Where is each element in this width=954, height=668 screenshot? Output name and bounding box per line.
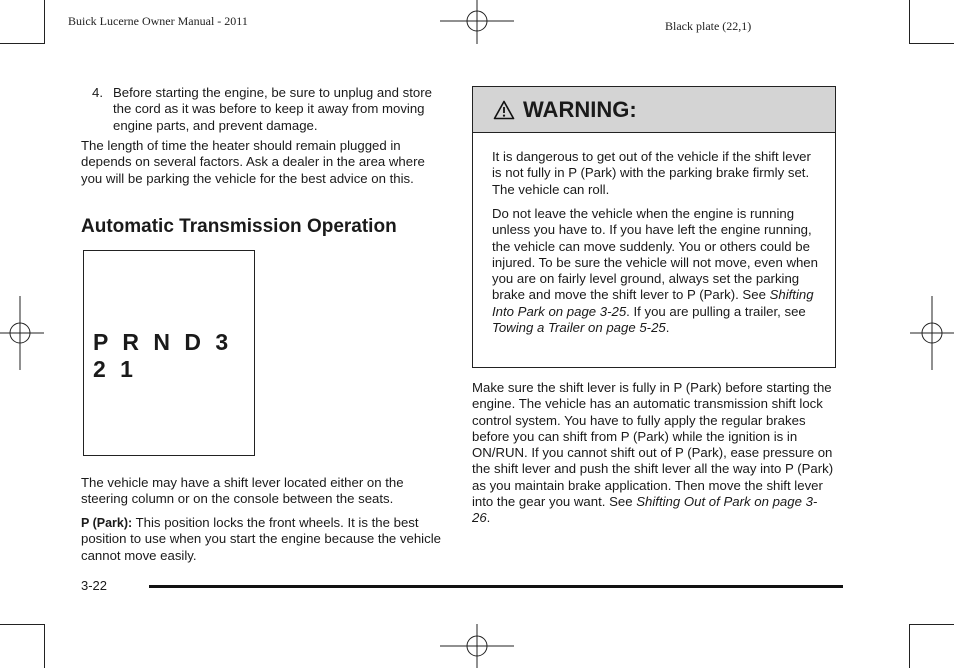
shifting-into-park-link[interactable]: Shifting Into Park on page 3-25 xyxy=(492,287,814,319)
section-heading: Automatic Transmission Operation xyxy=(81,216,397,237)
warning-header xyxy=(473,87,835,133)
shift-indicator-text: P R N D 3 2 1 xyxy=(93,329,233,382)
crop-mark xyxy=(0,43,44,44)
crop-mark xyxy=(44,0,45,44)
footer-rule xyxy=(149,585,843,588)
crop-mark xyxy=(0,624,44,625)
shift-lock-text: Make sure the shift lever is fully in P (Park) before starting the engine. The vehicle has an automatic transmission shift lock control system. You have to fully apply the regular brakes before you can shift from P (Park) while the ignition is in ON/RUN. If you cannot shift out of P (Park), ease pressure on the shift lever and push the shift lever all the way into P (Park) as you maintain brake application. Then move the shift lever into the gear you want. See xyxy=(472,380,834,510)
shift-lock-end: . xyxy=(486,510,491,526)
header-manual-title: Buick Lucerne Owner Manual - 2011 xyxy=(68,14,248,28)
crop-mark xyxy=(44,624,45,668)
header-plate-info: Black plate (22,1) xyxy=(665,19,752,33)
crop-mark xyxy=(910,43,954,44)
heater-paragraph: The length of time the heater should remain plugged in depends on several factors. Ask a dealer in the area where you will be parking the vehicle for the best advice on this. xyxy=(81,138,425,186)
crop-mark xyxy=(909,0,910,44)
warning-text-2: . If you are pulling a trailer, see xyxy=(626,303,806,319)
shift-lever-paragraph: The vehicle may have a shift lever located either on the steering column or on the console between the seats. xyxy=(81,475,404,507)
shift-lock-paragraph xyxy=(472,380,834,527)
warning-text-1: Do not leave the vehicle when the engine is running unless you have to. If you have left the engine running, the vehicle can move suddenly. You or others could be injured. To be sure the vehicle will not move, even when you are on fairly level ground, always set the parking brake and move the shift lever to P (Park). See xyxy=(492,206,818,303)
step-number: 4. xyxy=(92,85,103,100)
registration-mark-left xyxy=(0,296,44,370)
towing-trailer-link[interactable]: Towing a Trailer on page 5-25 xyxy=(492,320,666,336)
crop-mark xyxy=(910,624,954,625)
warning-triangle-icon xyxy=(493,100,515,120)
park-label: P (Park): xyxy=(81,516,133,530)
registration-mark-top xyxy=(440,0,514,44)
page-number: 3-22 xyxy=(81,578,108,593)
warning-paragraph-2 xyxy=(492,206,822,336)
shifting-out-of-park-link[interactable]: Shifting Out of Park on page 3-26 xyxy=(472,494,818,526)
warning-title: WARNING: xyxy=(523,96,637,122)
step-text: Before starting the engine, be sure to unplug and store the cord as it was before to keep it away from moving engine parts, and prevent damage. xyxy=(113,85,432,133)
crop-mark xyxy=(909,624,910,668)
warning-box xyxy=(472,86,836,368)
step-4 xyxy=(92,85,448,134)
park-paragraph xyxy=(81,515,448,564)
warning-text-3: . xyxy=(665,320,670,336)
park-text: This position locks the front wheels. It is the best position to use when you start the engine because the vehicle cannot move easily. xyxy=(81,515,441,563)
registration-mark-right xyxy=(910,296,954,370)
warning-paragraph-1: It is dangerous to get out of the vehicle if the shift lever is not fully in P (Park) with the parking brake firmly set. The vehicle can roll. xyxy=(492,149,811,197)
registration-mark-bottom xyxy=(440,624,514,668)
shift-indicator-figure xyxy=(83,250,255,456)
